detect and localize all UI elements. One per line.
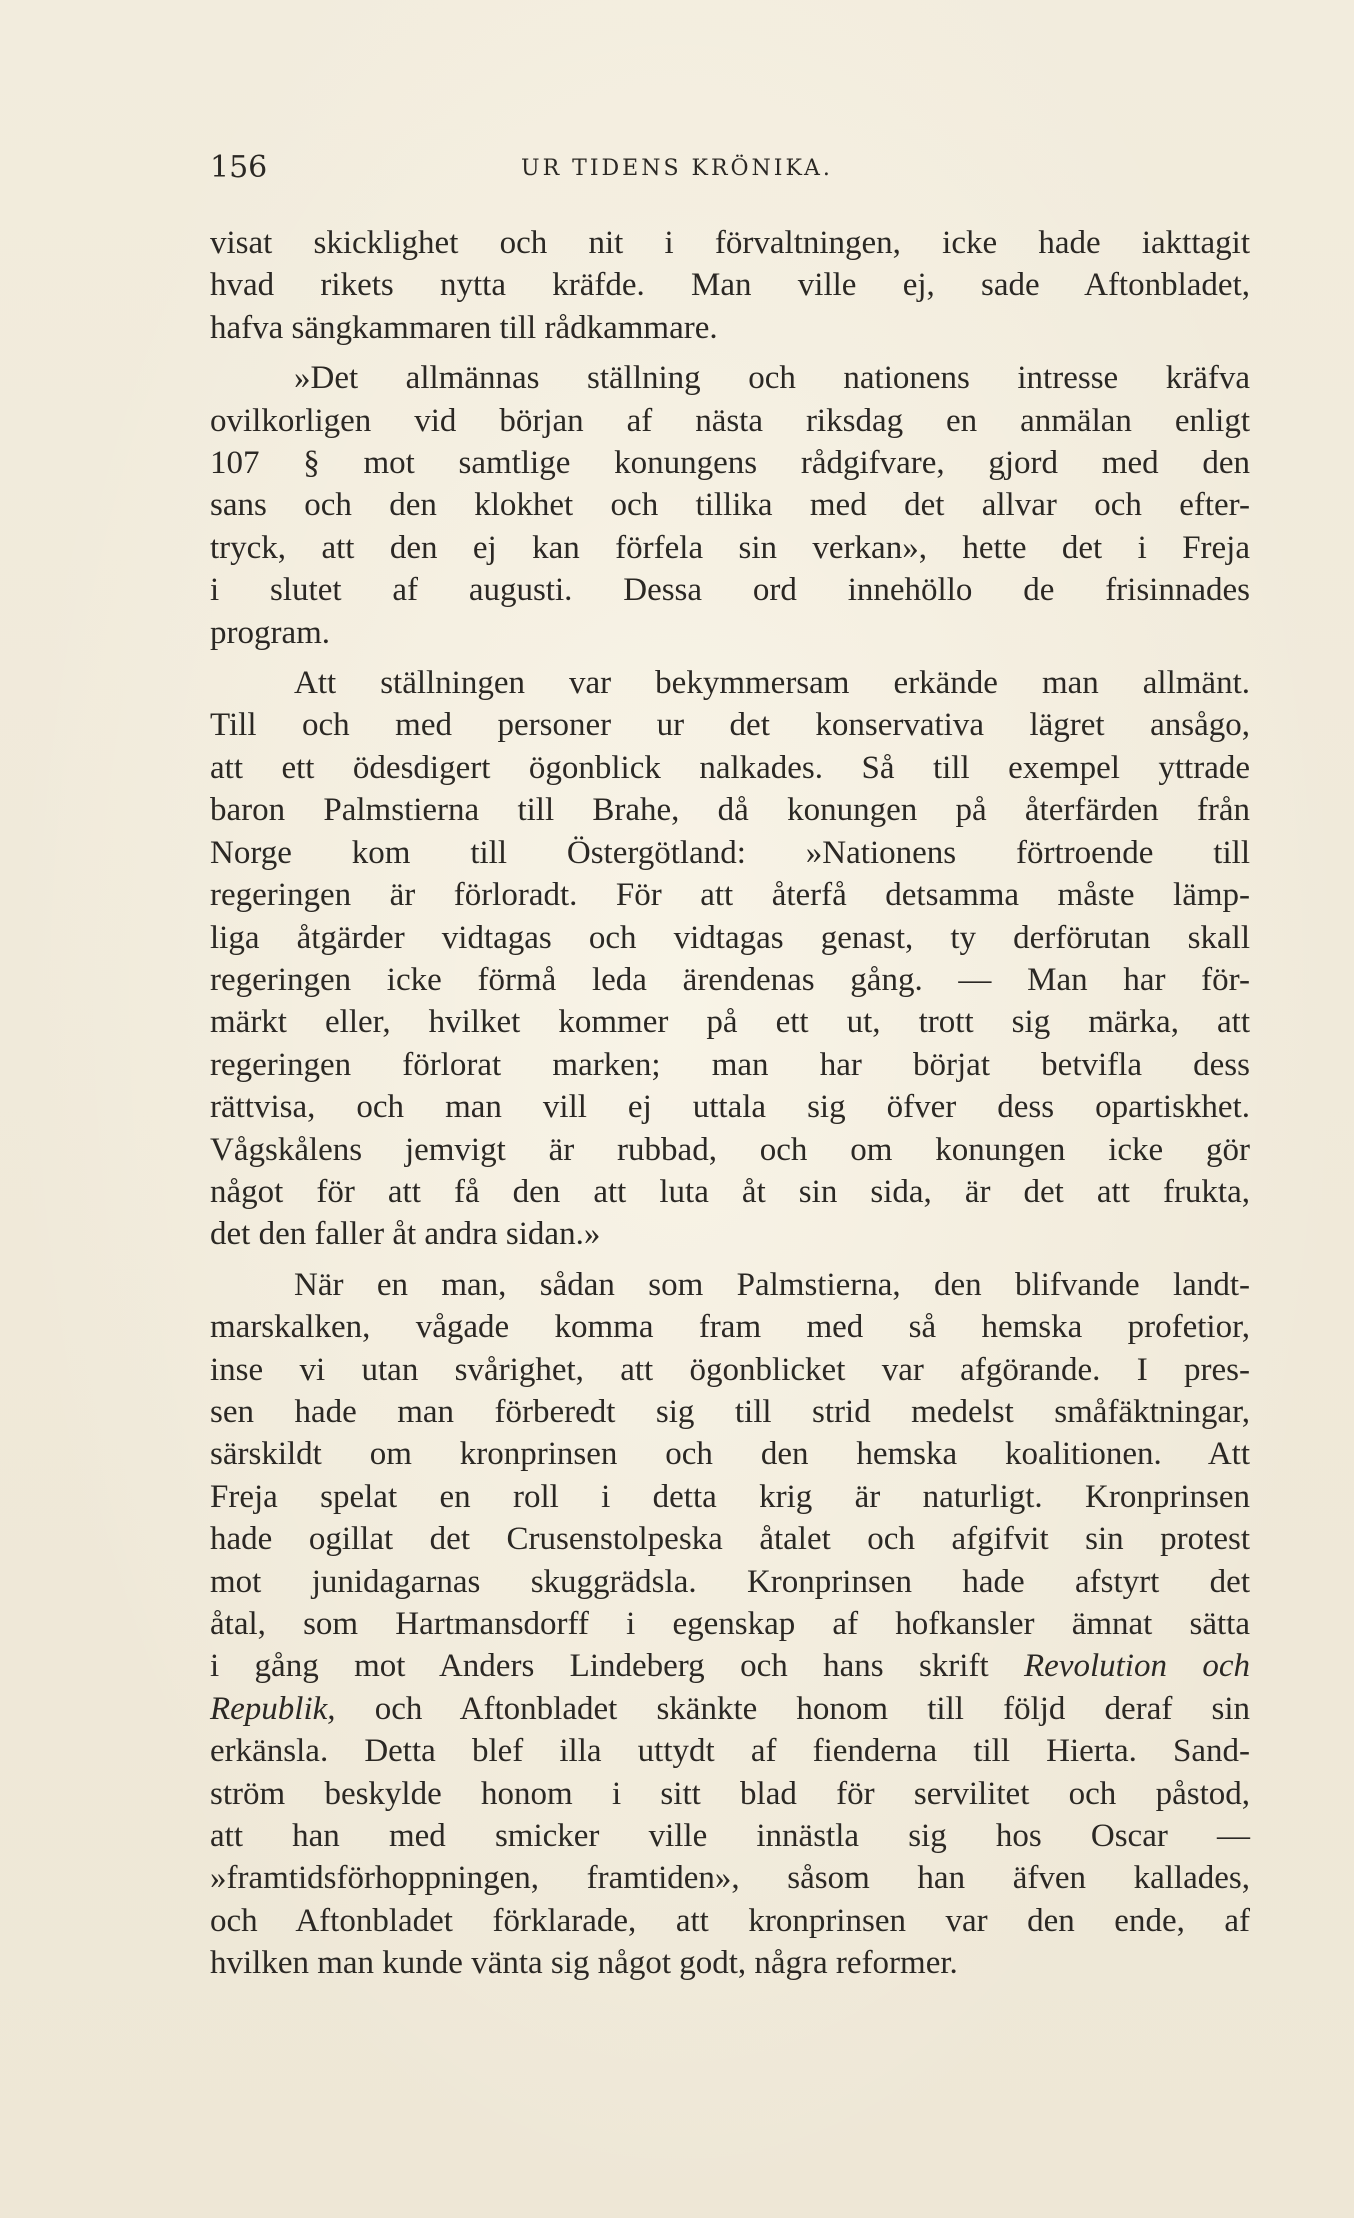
text-line: hade ogillat det Crusenstolpeska åtalet och afgifvit sin protest [210,1521,1250,1558]
text-line: marskalken, vågade komma fram med så hemska profetior, [210,1309,1250,1346]
text-line: När en man, sådan som Palmstierna, den blifvande landt- [294,1266,1250,1303]
text-line: Vågskålens jemvigt är rubbad, och om konungen icke gör [210,1131,1250,1168]
text-line: sans och den klokhet och tillika med det allvar och efter- [210,487,1250,524]
text-line: hvad rikets nytta kräfde. Man ville ej, sade Aftonbladet, [210,267,1250,304]
page-number: 156 [210,150,268,185]
text-line: i gång mot Anders Lindeberg och hans skrift Revolution och [210,1648,1251,1685]
text-line: åtal, som Hartmansdorff i egenskap af hofkansler ämnat sätta [210,1606,1250,1642]
running-head: UR TIDENS KRÖNIKA. [521,156,833,181]
paragraph [210,357,1250,654]
text-line: att ett ödesdigert ögonblick nalkades. Så till exempel yttrade [210,749,1250,786]
paragraph [210,222,1250,349]
text-line: Freja spelat en roll i detta krig är naturligt. Kronprinsen [210,1478,1250,1515]
text-line: 107 § mot samtlige konungens rådgifvare, gjord med den [210,445,1250,482]
text-line: regeringen är förloradt. För att återfå detsamma måste lämp- [210,877,1250,914]
text-line: rättvisa, och man vill ej uttala sig öfver dess opartiskhet. [210,1089,1250,1126]
text-line: erkänsla. Detta blef illa uttydt af fienderna till Hierta. Sand- [210,1733,1250,1770]
text-line: hafva sängkammaren till rådkammare. [210,309,718,346]
text-line: något för att få den att luta åt sin sida, är det att frukta, [210,1173,1250,1210]
text-line: baron Palmstierna till Brahe, då konungen på återfärden från [210,792,1250,829]
text-line: i slutet af augusti. Dessa ord innehöllo de frisinnades [210,572,1250,609]
text-line: regeringen förlorat marken; man har börjat betvifla dess [210,1046,1250,1083]
text-line: mot junidagarnas skuggrädsla. Kronprinsen hade afstyrt det [210,1563,1250,1600]
text-line: ström beskylde honom i sitt blad för servilitet och påstod, [210,1775,1250,1812]
text-line: och Aftonbladet förklarade, att kronprinsen var den ende, af [210,1902,1250,1939]
text-line: Att ställningen var bekymmersam erkände man allmänt. [294,665,1250,702]
text-line: hvilken man kunde vänta sig något godt, några reformer. [210,1945,958,1982]
text-line: regeringen icke förmå leda ärendenas gång. — Man har för- [210,961,1250,998]
body-text [210,222,1250,1993]
text-line: särskildt om kronprinsen och den hemska koalitionen. Att [210,1436,1250,1473]
text-line: tryck, att den ej kan förfela sin verkan», hette det i Freja [210,529,1250,566]
text-line: det den faller åt andra sidan.» [210,1216,601,1253]
text-line: sen hade man förberedt sig till strid medelst småfäktningar, [210,1393,1250,1430]
paragraph [210,662,1250,1256]
text-line: att han med smicker ville innästla sig hos Oscar — [210,1818,1250,1855]
text-line: visat skicklighet och nit i förvaltningen, icke hade iakttagit [210,225,1250,261]
text-line: program. [210,614,331,651]
text-line: Republik, och Aftonbladet skänkte honom till följd deraf sin [210,1690,1250,1727]
text-line: liga åtgärder vidtagas och vidtagas genast, ty derförutan skall [210,919,1250,956]
text-line: Norge kom till Östergötland: »Nationens förtroende till [210,834,1250,871]
paragraph [210,1264,1250,1985]
page-header [210,150,1144,190]
text-line: »Det allmännas ställning och nationens intresse kräfva [294,360,1250,397]
text-line: Till och med personer ur det konservativa lägret ansågo, [210,707,1250,744]
text-line: inse vi utan svårighet, att ögonblicket var afgörande. I pres- [210,1351,1250,1388]
text-line: märkt eller, hvilket kommer på ett ut, trott sig märka, att [210,1004,1250,1041]
text-line: ovilkorligen vid början af nästa riksdag en anmälan enligt [210,402,1250,439]
text-line: »framtidsförhoppningen, framtiden», såsom han äfven kallades, [210,1860,1250,1897]
